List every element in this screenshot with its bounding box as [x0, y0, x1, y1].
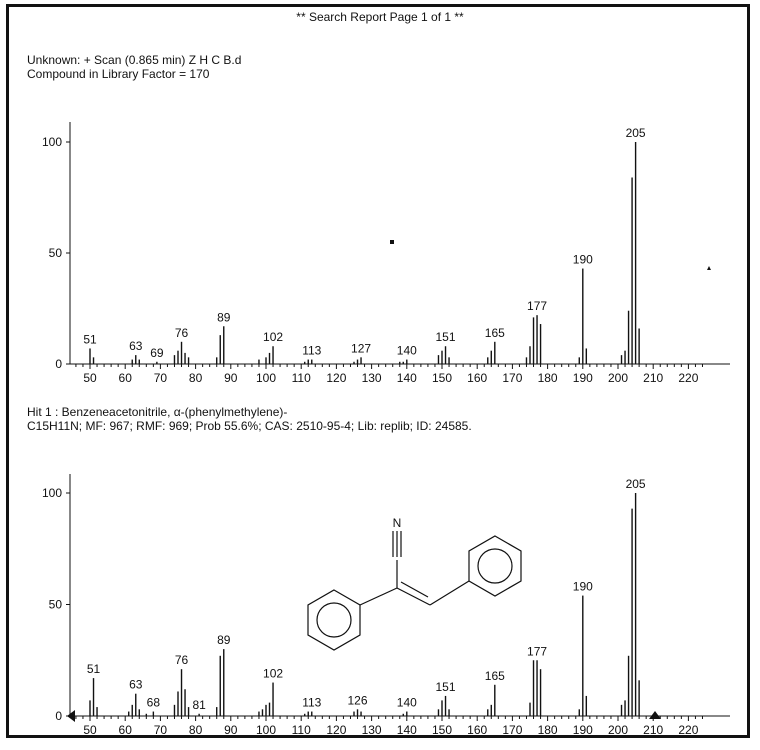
- x-tick-label: 140: [396, 371, 417, 385]
- peak-label: 190: [572, 252, 593, 267]
- x-tick-label: 120: [326, 371, 347, 385]
- peak-label: 151: [435, 679, 456, 694]
- x-tick-label: 210: [643, 723, 664, 737]
- y-tick-label: 100: [41, 135, 62, 149]
- peak-label: 89: [217, 633, 231, 648]
- x-tick-label: 130: [361, 371, 382, 385]
- y-tick-label: 0: [55, 709, 62, 723]
- x-tick-label: 110: [291, 723, 311, 737]
- y-tick-label: 50: [48, 597, 62, 612]
- peak-label: 51: [86, 662, 101, 677]
- library-factor-line: Compound in Library Factor = 170: [27, 67, 210, 81]
- peak-label: 205: [625, 477, 646, 491]
- peak-label: 205: [625, 126, 646, 140]
- x-tick-label: 170: [502, 371, 523, 385]
- x-tick-label: 190: [572, 723, 593, 737]
- peak-label: 113: [302, 343, 322, 358]
- unknown-spectrum-chart: [42, 122, 730, 385]
- peak-label: 177: [527, 299, 548, 314]
- x-tick-label: 100: [255, 723, 277, 737]
- peak-label: 165: [484, 668, 505, 683]
- report-title: ** Search Report Page 1 of 1 **: [296, 10, 464, 24]
- nitrogen-label: N: [392, 516, 402, 530]
- x-tick-label: 60: [118, 723, 132, 737]
- x-tick-label: 80: [188, 723, 203, 737]
- x-tick-label: 150: [431, 723, 453, 737]
- peak-label: 51: [83, 332, 97, 347]
- peak-label: 151: [435, 330, 456, 345]
- speck-triangle: [707, 266, 711, 270]
- peak-label: 165: [484, 325, 505, 340]
- x-tick-label: 50: [83, 371, 97, 385]
- bottom-marker-triangle: [649, 711, 661, 719]
- x-tick-label: 110: [291, 371, 311, 385]
- unknown-scan-line: Unknown: + Scan (0.865 min) Z H C B.d: [27, 53, 242, 67]
- peak-label: 68: [146, 695, 161, 710]
- x-tick-label: 160: [467, 371, 488, 385]
- peak-label: 76: [174, 325, 189, 340]
- peak-label: 113: [302, 695, 322, 710]
- x-tick-label: 220: [678, 723, 699, 737]
- x-tick-label: 100: [255, 371, 277, 385]
- x-tick-label: 70: [153, 723, 168, 737]
- peak-label: 140: [396, 343, 417, 358]
- speck-mark: [390, 240, 394, 244]
- x-tick-label: 200: [607, 371, 629, 385]
- y-tick-label: 100: [41, 486, 62, 500]
- peak-label: 69: [150, 345, 164, 360]
- x-tick-label: 90: [224, 371, 238, 385]
- hit-details-line: C15H11N; MF: 967; RMF: 969; Prob 55.6%; CAS: 2510-95-4; Lib: replib; ID: 24585.: [27, 419, 472, 433]
- peak-label: 127: [351, 341, 372, 356]
- library-spectrum-chart: [42, 474, 730, 737]
- x-tick-label: 180: [537, 723, 558, 737]
- x-tick-label: 160: [467, 723, 488, 737]
- right-phenyl-ring: [469, 536, 521, 596]
- peak-label: 126: [347, 693, 368, 708]
- x-tick-label: 80: [188, 371, 203, 385]
- x-tick-label: 190: [572, 371, 593, 385]
- x-tick-label: 50: [83, 723, 97, 737]
- peak-label: 177: [527, 644, 548, 659]
- x-tick-label: 70: [153, 371, 168, 385]
- peak-label: 102: [263, 330, 284, 345]
- y-tick-label: 50: [48, 246, 62, 260]
- x-tick-label: 130: [361, 723, 382, 737]
- left-phenyl-ring: [308, 590, 360, 650]
- peak-label: 63: [129, 339, 143, 354]
- x-tick-label: 60: [118, 371, 132, 385]
- peak-label: 76: [174, 653, 189, 668]
- x-tick-label: 210: [643, 371, 664, 385]
- bond-vinyl-to-ring: [430, 581, 469, 605]
- x-tick-label: 140: [396, 723, 417, 737]
- y-tick-label: 0: [55, 357, 62, 371]
- peak-label: 140: [396, 695, 417, 710]
- peak-label: 81: [192, 697, 206, 712]
- x-tick-label: 220: [678, 371, 699, 385]
- x-tick-label: 170: [502, 723, 523, 737]
- left-ring-circle: [317, 603, 351, 637]
- x-tick-label: 90: [224, 723, 238, 737]
- peak-label: 190: [572, 579, 593, 594]
- right-ring-circle: [478, 549, 512, 583]
- x-tick-label: 120: [326, 723, 347, 737]
- x-tick-label: 200: [607, 723, 629, 737]
- double-bond-inner: [401, 582, 428, 597]
- x-tick-label: 180: [537, 371, 558, 385]
- bond-ring-to-alpha: [360, 588, 397, 605]
- peak-label: 89: [217, 310, 231, 325]
- hit-name-line: Hit 1 : Benzeneacetonitrile, α-(phenylmethylene)-: [27, 405, 288, 419]
- peak-label: 102: [263, 666, 284, 681]
- left-marker-triangle: [67, 710, 75, 722]
- x-tick-label: 150: [431, 371, 453, 385]
- double-bond-outer: [397, 588, 430, 605]
- molecule-structure: [308, 531, 521, 650]
- peak-label: 63: [129, 677, 143, 692]
